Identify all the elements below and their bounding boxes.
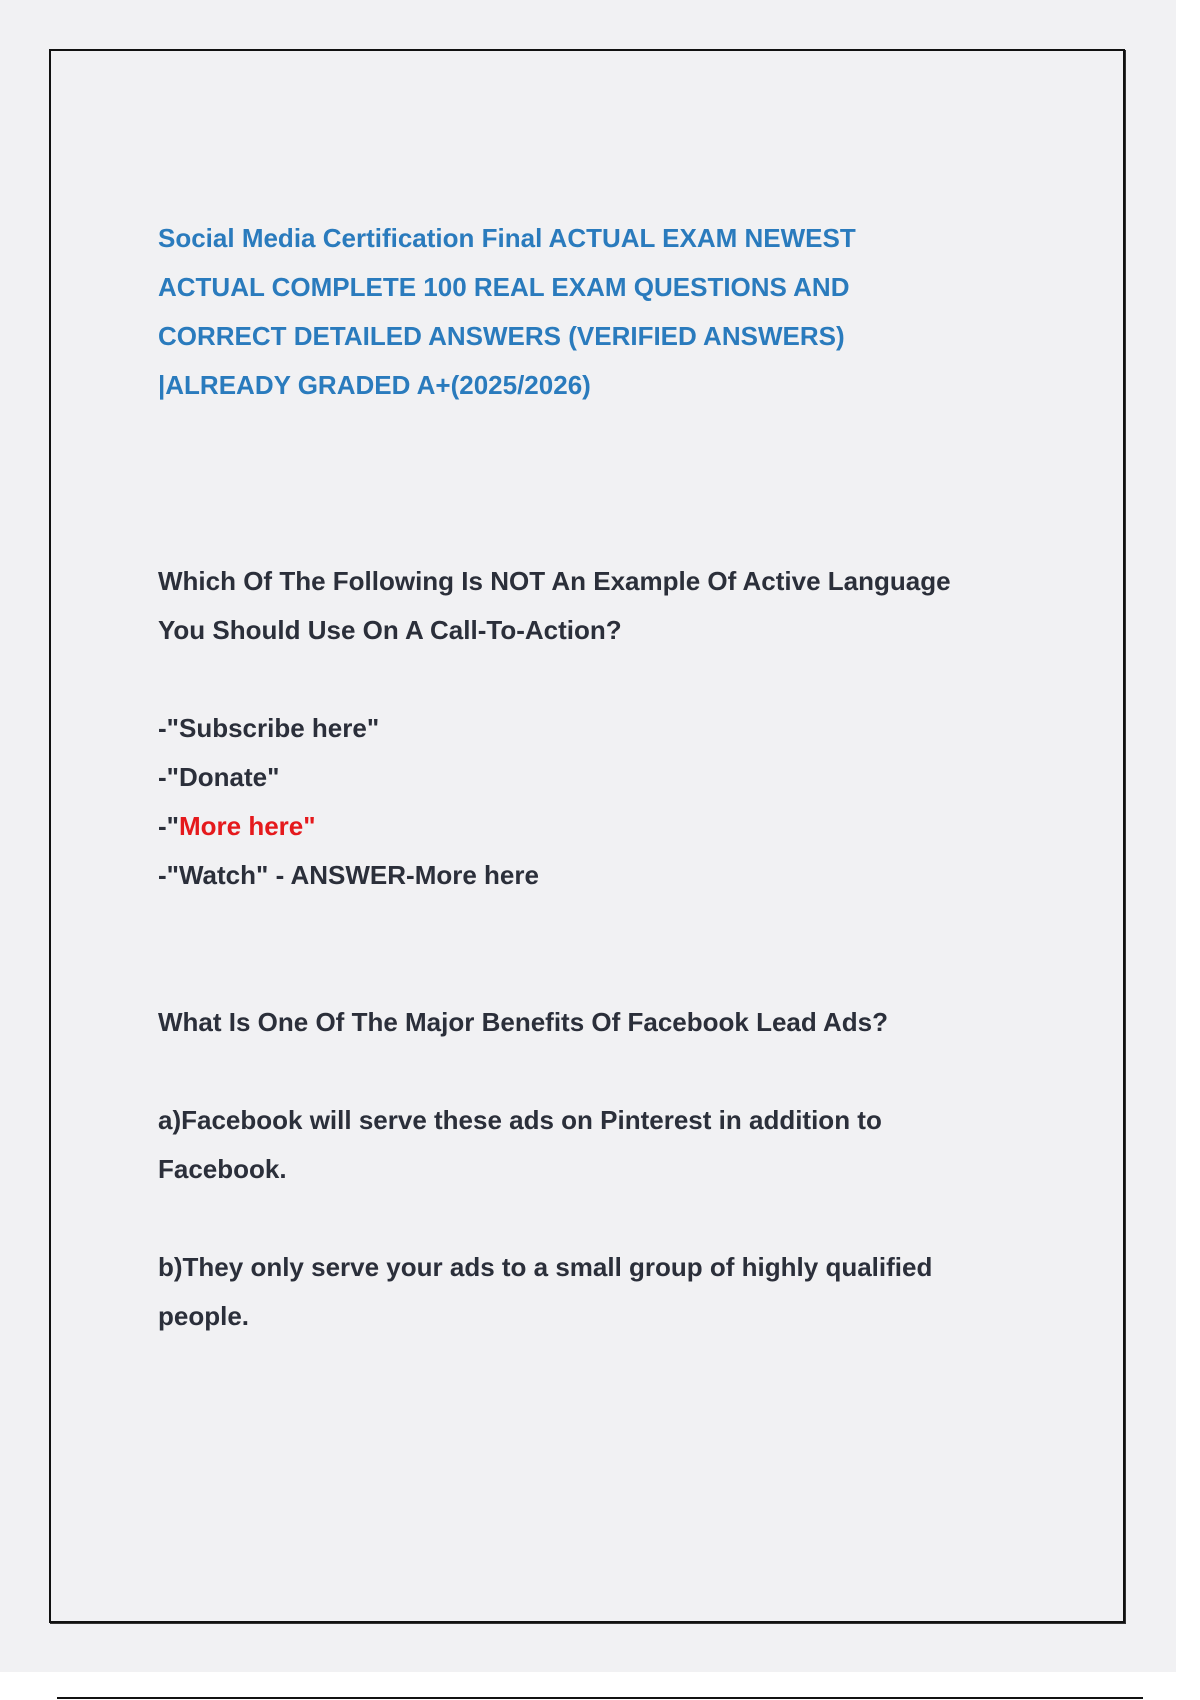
spacer [158, 1047, 1038, 1096]
question-1 [158, 557, 1038, 900]
question-2 [158, 998, 1038, 1341]
page-bottom-rule [57, 1697, 1143, 1699]
question-2-option-b [158, 1243, 1038, 1341]
option-a-line-1: a)Facebook will serve these ads on Pinterest in addition to [158, 1105, 882, 1135]
question-1-line-2: You Should Use On A Call-To-Action? [158, 615, 622, 645]
option-b-line-2: people. [158, 1301, 250, 1331]
question-1-text [158, 557, 1038, 655]
document-content [158, 214, 1038, 1341]
spacer [158, 900, 1038, 998]
spacer [158, 655, 1038, 704]
title-line-2: ACTUAL COMPLETE 100 REAL EXAM QUESTIONS AND [158, 272, 850, 302]
spacer [158, 410, 1038, 557]
question-2-text: What Is One Of The Major Benefits Of Facebook Lead Ads? [158, 1007, 889, 1037]
question-1-option-2: -"Donate" [158, 762, 280, 792]
question-1-option-4-answer: -"Watch" - ANSWER-More here [158, 860, 539, 890]
question-1-option-3 [158, 802, 1038, 851]
question-1-line-1: Which Of The Following Is NOT An Example Of Active Language [158, 566, 951, 596]
option-3-prefix: -" [158, 811, 179, 841]
question-1-option-1: -"Subscribe here" [158, 713, 380, 743]
question-2-option-a [158, 1096, 1038, 1194]
option-a-line-2: Facebook. [158, 1154, 287, 1184]
document-title [158, 214, 958, 410]
spacer [158, 1194, 1038, 1243]
title-line-3: CORRECT DETAILED ANSWERS (VERIFIED ANSWERS) [158, 321, 845, 351]
correct-answer-highlight: More here" [179, 811, 316, 841]
title-line-4: |ALREADY GRADED A+(2025/2026) [158, 370, 591, 400]
option-b-line-1: b)They only serve your ads to a small group of highly qualified [158, 1252, 933, 1282]
title-line-1: Social Media Certification Final ACTUAL EXAM NEWEST [158, 223, 856, 253]
